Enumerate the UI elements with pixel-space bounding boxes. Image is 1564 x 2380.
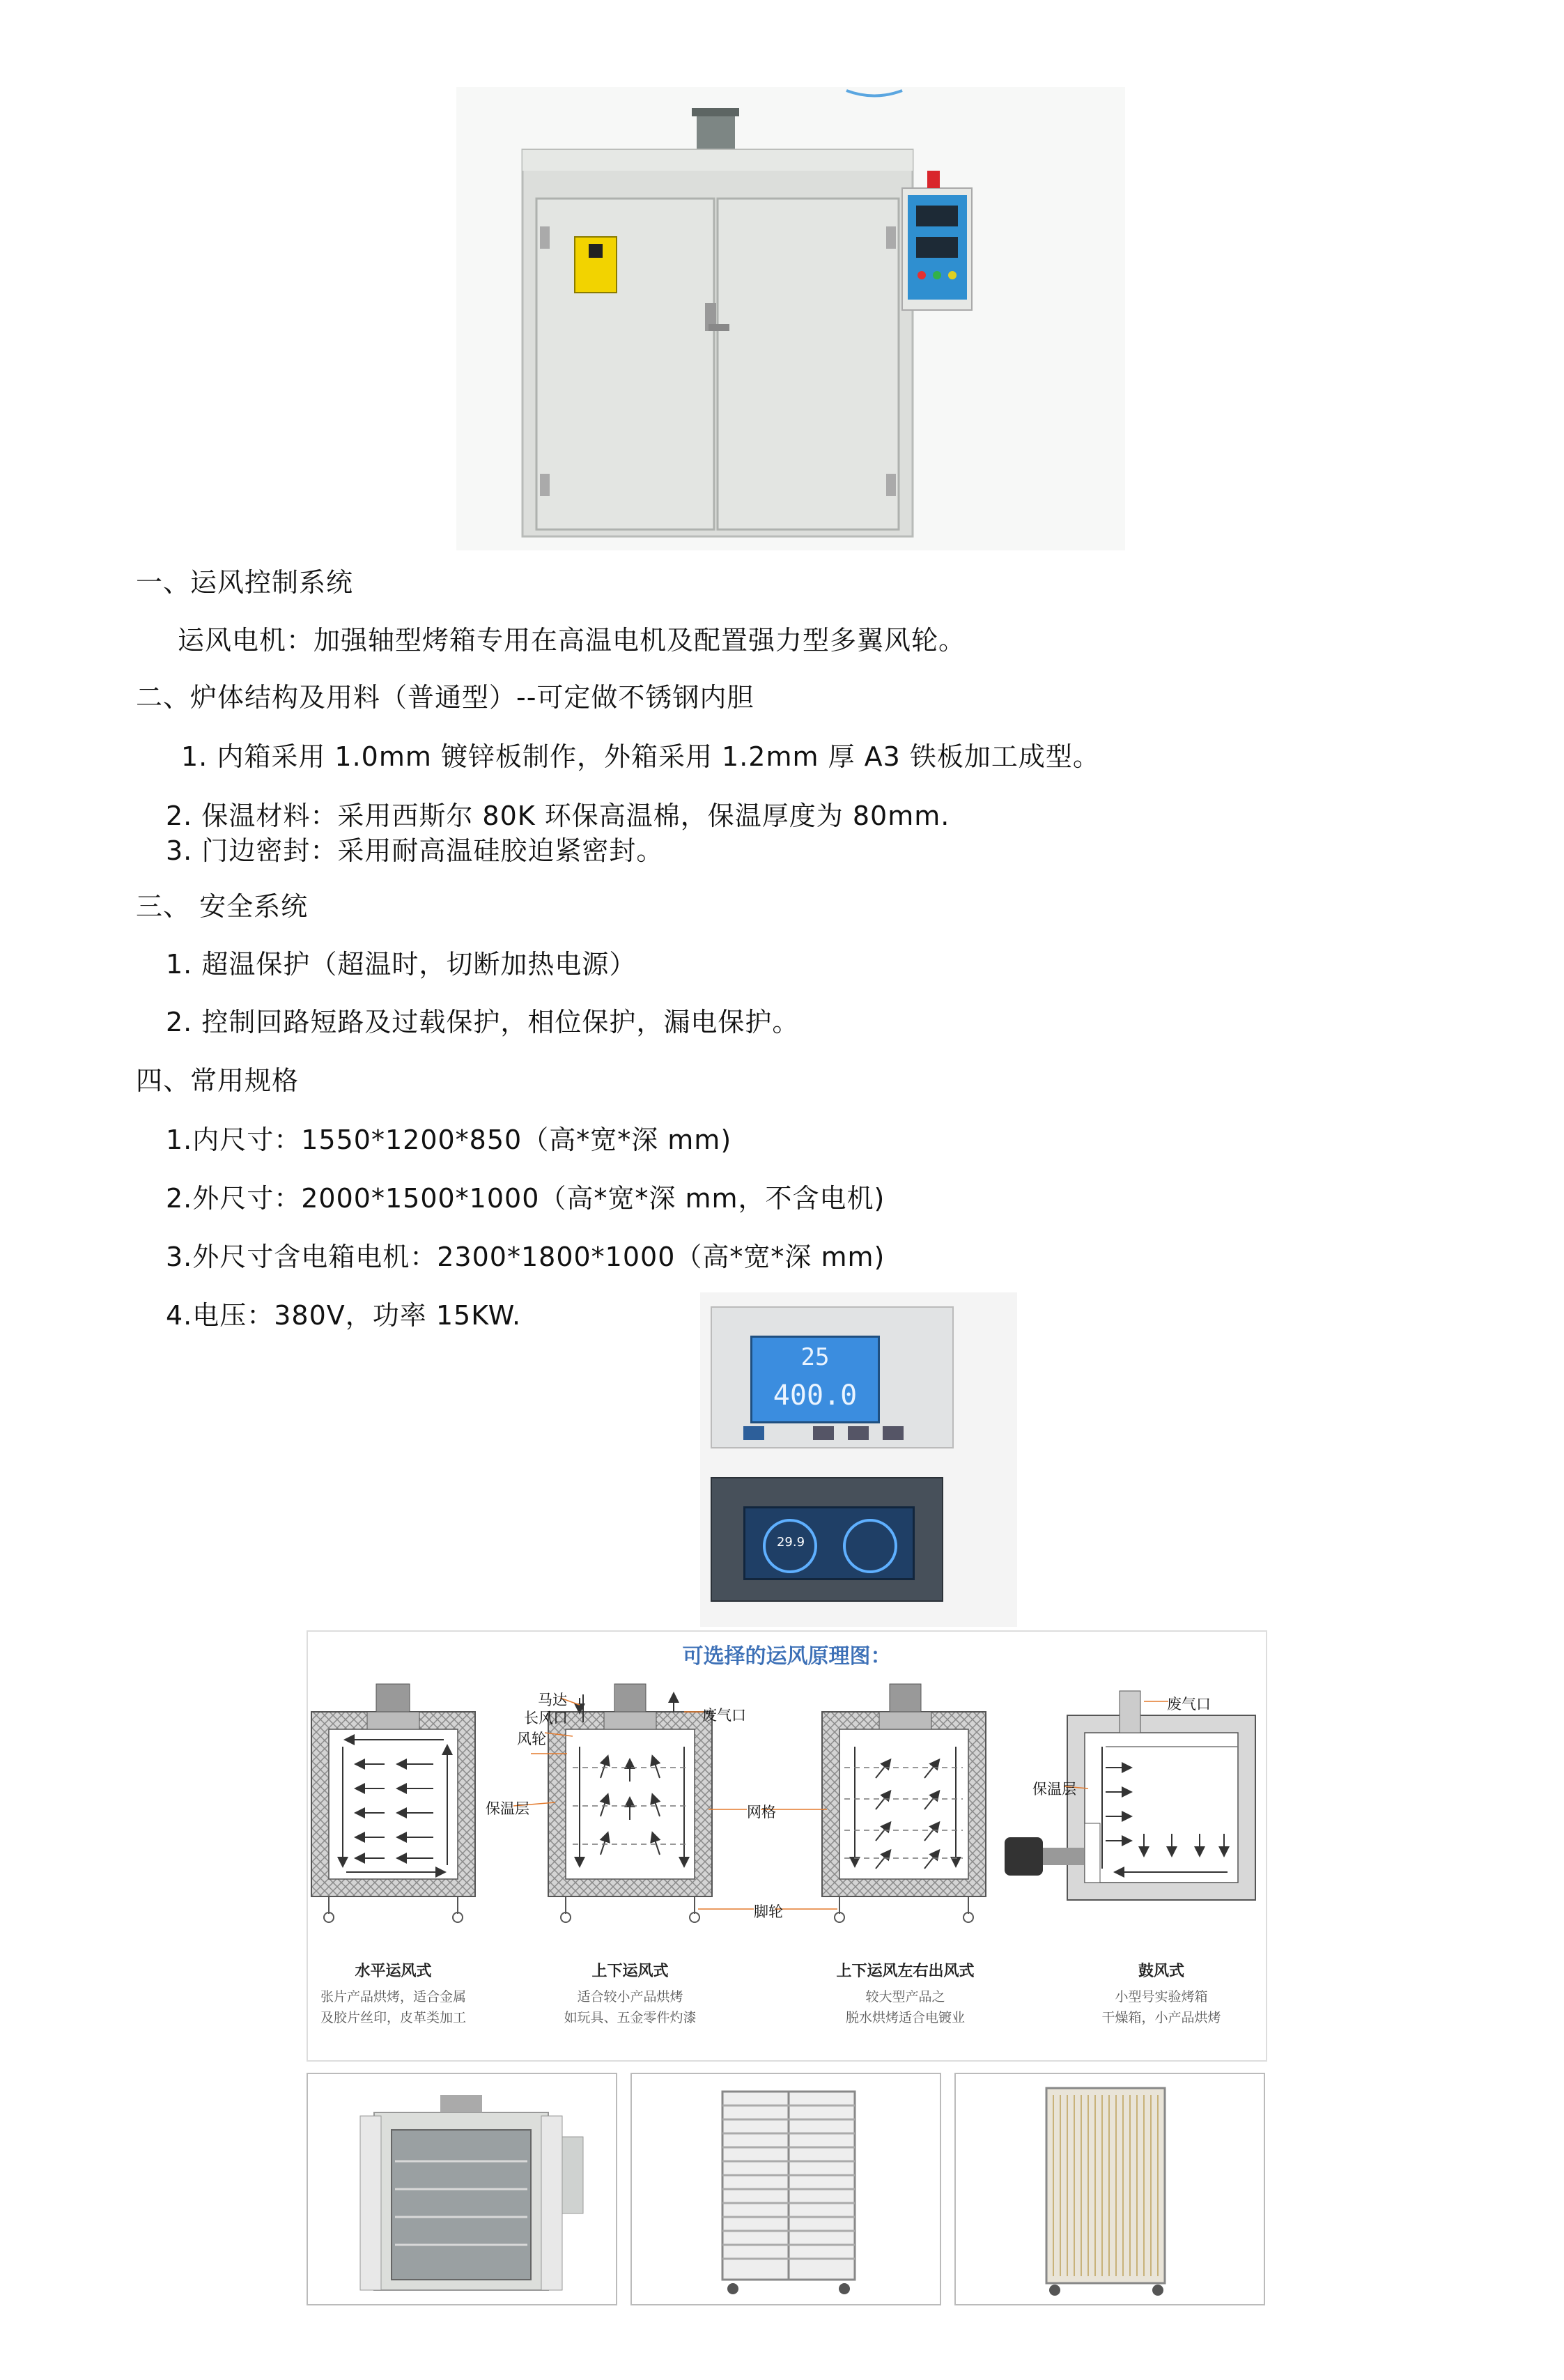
section-2-item-2: 2. 保温材料：采用西斯尔 80K 环保高温棉，保温厚度为 80mm. (166, 801, 950, 831)
spec-item-3: 3.外尺寸含电箱电机：2300*1800*1000（高*宽*深 mm) (166, 1242, 885, 1272)
caption-blower (1067, 1959, 1255, 2028)
oven-diagram-updown-side (822, 1684, 986, 1922)
section-1-line: 运风电机：加强轴型烤箱专用在高温电机及配置强力型多翼风轮。 (178, 625, 966, 656)
gauge-value: 29.9 (776, 1535, 805, 1550)
screen-bottom-value: 400.0 (773, 1380, 858, 1412)
touch-controller (711, 1477, 943, 1602)
spec-item-2: 2.外尺寸：2000*1500*1000（高*宽*深 mm，不含电机) (166, 1183, 885, 1214)
spec-item-4: 4.电压：380V，功率 15KW. (166, 1300, 522, 1331)
photo-open-oven (307, 2073, 617, 2305)
section-2-item-3: 3. 门边密封：采用耐高温硅胶迫紧密封。 (166, 835, 664, 866)
caption-title: 上下运风左右出风式 (836, 1963, 975, 1980)
oven-diagram-updown (548, 1684, 712, 1922)
screen-top-value: 25 (800, 1343, 830, 1371)
label-insulation: 保温层 (486, 1800, 529, 1817)
oven-diagram-horizontal (311, 1684, 475, 1922)
label-blower: 风轮 (517, 1731, 546, 1747)
caption-title: 水平运风式 (355, 1963, 432, 1980)
caption-horizontal (308, 1959, 479, 2028)
section-2-item-1: 1. 内箱采用 1.0mm 镀锌板制作，外箱采用 1.2mm 厚 A3 铁板加工成型。 (181, 741, 1100, 772)
caption-title: 鼓风式 (1138, 1963, 1184, 1980)
label-mesh: 网格 (747, 1804, 776, 1821)
airflow-diagram (307, 1630, 1267, 2062)
section-2-title: 二、炉体结构及用料（普通型）--可定做不锈钢内胆 (136, 682, 754, 713)
caption-updown-side (813, 1959, 998, 2028)
caption-updown (545, 1959, 715, 2028)
label-insulation-2: 保温层 (1032, 1781, 1076, 1798)
section-3-item-2: 2. 控制回路短路及过载保护，相位保护，漏电保护。 (166, 1007, 800, 1037)
controller-button-4[interactable] (883, 1426, 904, 1440)
caption-line-2: 及胶片丝印，皮革类加工 (320, 2010, 466, 2025)
photo-rack-cart (954, 2073, 1265, 2305)
photo-tray-cart (630, 2073, 941, 2305)
section-3-title: 三、 安全系统 (136, 891, 309, 922)
caption-line-1: 张片产品烘烤，适合金属 (320, 1989, 466, 2004)
label-intake: 长风口 (524, 1710, 568, 1726)
caption-line-2: 干燥箱，小产品烘烤 (1101, 2010, 1221, 2025)
diagram-title: 可选择的运风原理图： (682, 1644, 892, 1669)
digital-controller (711, 1306, 954, 1448)
controller-screen (750, 1336, 880, 1423)
caption-line-1: 适合较小产品烘烤 (577, 1989, 683, 2004)
section-1-title: 一、运风控制系统 (136, 567, 354, 598)
controller-button-3[interactable] (848, 1426, 869, 1440)
label-exhaust-2: 废气口 (1167, 1696, 1211, 1713)
label-wheel: 脚轮 (754, 1903, 783, 1920)
gauge-right (843, 1519, 897, 1573)
section-4-title: 四、常用规格 (136, 1065, 300, 1096)
caption-title: 上下运风式 (591, 1963, 669, 1980)
section-3-item-1: 1. 超温保护（超温时，切断加热电源） (166, 949, 637, 980)
controller-button-2[interactable] (813, 1426, 834, 1440)
label-motor: 马达 (538, 1692, 567, 1708)
controller-button-1[interactable] (743, 1426, 764, 1440)
caption-line-1: 较大型产品之 (865, 1989, 945, 2004)
caption-line-1: 小型号实验烤箱 (1115, 1989, 1208, 2004)
caption-line-2: 如玩具、五金零件灼漆 (564, 2010, 697, 2025)
spec-item-1: 1.内尺寸：1550*1200*850（高*宽*深 mm) (166, 1125, 732, 1155)
touch-screen (743, 1506, 915, 1580)
controller-photos (700, 1292, 1017, 1627)
label-exhaust: 废气口 (702, 1707, 746, 1724)
oven-photo (456, 87, 1125, 550)
caption-line-2: 脱水烘烤适合电镀业 (845, 2010, 965, 2025)
